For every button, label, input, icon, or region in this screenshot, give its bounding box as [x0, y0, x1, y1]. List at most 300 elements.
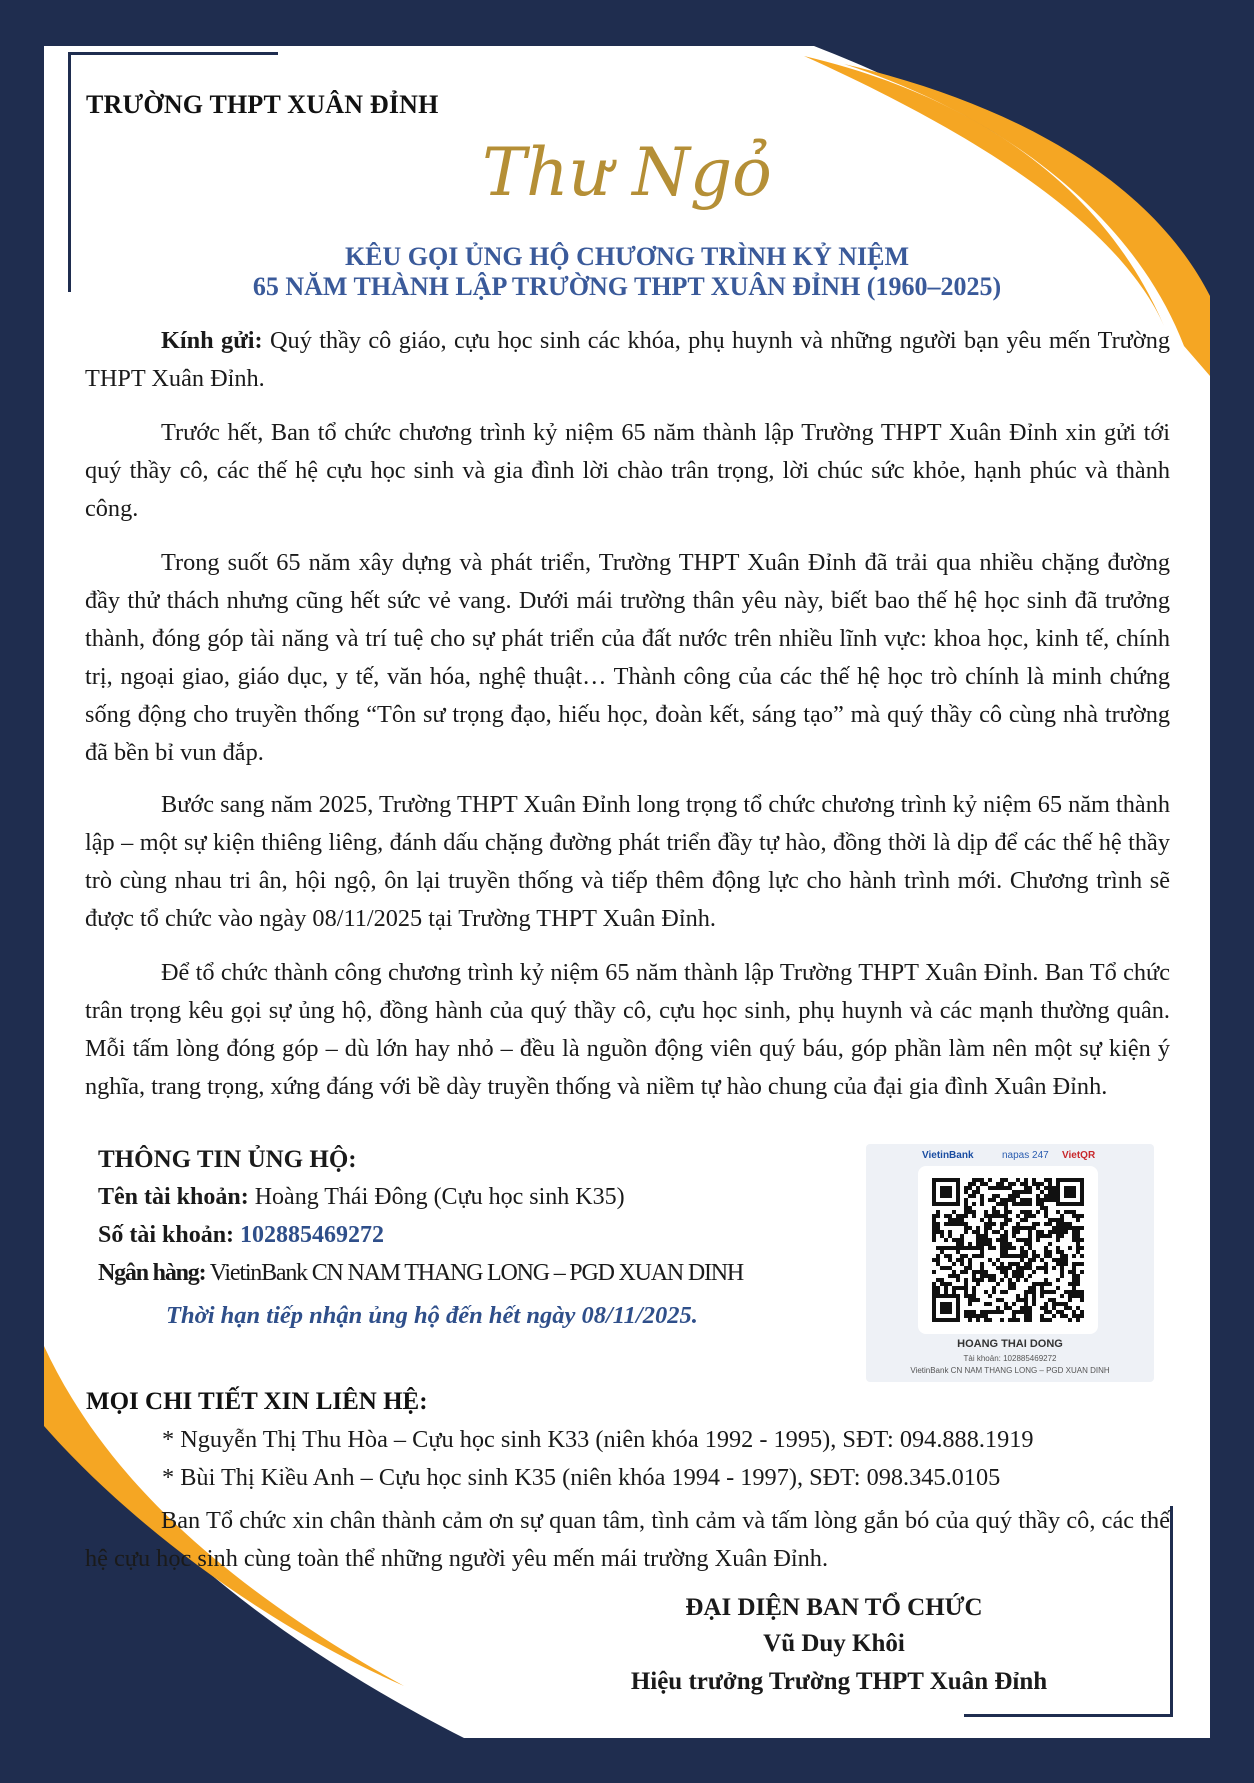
qr-module [1052, 1226, 1056, 1230]
qr-module [1036, 1194, 1040, 1198]
qr-module [1020, 1190, 1024, 1194]
qr-module [1048, 1190, 1052, 1194]
qr-module [1024, 1238, 1028, 1242]
qr-module [1068, 1298, 1072, 1302]
qr-module [1008, 1254, 1012, 1258]
vietinbank-logo: VietinBank [922, 1150, 974, 1161]
qr-module [1000, 1262, 1004, 1266]
qr-module [1048, 1290, 1052, 1294]
qr-module [1060, 1302, 1064, 1306]
qr-module [936, 1214, 940, 1218]
qr-module [952, 1290, 956, 1294]
qr-module [968, 1318, 972, 1322]
qr-module [1004, 1210, 1008, 1214]
qr-module [1004, 1250, 1008, 1254]
qr-module [1072, 1214, 1076, 1218]
qr-module [1044, 1206, 1048, 1210]
qr-module [948, 1218, 952, 1222]
qr-module [980, 1314, 984, 1318]
qr-module [968, 1302, 972, 1306]
qr-module [1032, 1290, 1036, 1294]
qr-module [1016, 1190, 1020, 1194]
qr-module [1056, 1222, 1060, 1226]
qr-module [1024, 1226, 1028, 1230]
qr-module [960, 1242, 964, 1246]
qr-module [1044, 1306, 1048, 1310]
qr-module [1012, 1286, 1016, 1290]
qr-module [980, 1274, 984, 1278]
qr-module [1040, 1182, 1044, 1186]
qr-module [1024, 1250, 1028, 1254]
letter-paper [44, 46, 1210, 1738]
qr-module [1044, 1254, 1048, 1258]
qr-module [1040, 1202, 1044, 1206]
signature-position: Hiệu trưởng Trường THPT Xuân Đỉnh [630, 1668, 1048, 1695]
qr-module [956, 1238, 960, 1242]
qr-module [1000, 1182, 1004, 1186]
qr-module [984, 1214, 988, 1218]
qr-module [1004, 1202, 1008, 1206]
qr-payment-card [866, 1144, 1154, 1382]
qr-module [988, 1222, 992, 1226]
qr-module [1008, 1198, 1012, 1202]
qr-module [952, 1270, 956, 1274]
qr-module [1024, 1198, 1028, 1202]
qr-module [1004, 1242, 1008, 1246]
paragraph-4 [85, 954, 1170, 1106]
qr-module [1080, 1298, 1084, 1302]
qr-module [1016, 1298, 1020, 1302]
qr-module [1024, 1294, 1028, 1298]
qr-module [1020, 1182, 1024, 1186]
qr-module [1056, 1218, 1060, 1222]
qr-module [968, 1266, 972, 1270]
qr-module [1008, 1318, 1012, 1322]
qr-module [1024, 1210, 1028, 1214]
qr-module [1060, 1222, 1064, 1226]
qr-module [1036, 1202, 1040, 1206]
qr-module [996, 1266, 1000, 1270]
qr-module [1004, 1302, 1008, 1306]
qr-module [964, 1186, 968, 1190]
qr-module [1032, 1282, 1036, 1286]
qr-module [1048, 1282, 1052, 1286]
qr-module [1068, 1294, 1072, 1298]
vietqr-logo: VietQR [1062, 1150, 1096, 1161]
qr-module [984, 1182, 988, 1186]
qr-module [948, 1222, 952, 1226]
qr-module [936, 1278, 940, 1282]
account-number-value: 102885469272 [234, 1222, 385, 1248]
qr-module [980, 1198, 984, 1202]
qr-module [1080, 1290, 1084, 1294]
qr-module [972, 1294, 976, 1298]
qr-module [932, 1258, 936, 1262]
qr-module [1012, 1202, 1016, 1206]
qr-module [976, 1298, 980, 1302]
qr-module [1044, 1214, 1048, 1218]
qr-module [1048, 1254, 1052, 1258]
qr-module [1072, 1210, 1076, 1214]
qr-module [984, 1230, 988, 1234]
qr-module [1004, 1230, 1008, 1234]
qr-module [1048, 1218, 1052, 1222]
qr-module [948, 1282, 952, 1286]
qr-module [1036, 1254, 1040, 1258]
paragraph-2 [85, 544, 1170, 772]
qr-module [1020, 1246, 1024, 1250]
qr-module [972, 1290, 976, 1294]
qr-module [992, 1286, 996, 1290]
qr-module [944, 1246, 948, 1250]
qr-module [1076, 1262, 1080, 1266]
qr-module [1028, 1226, 1032, 1230]
qr-module [1004, 1266, 1008, 1270]
school-name: TRƯỜNG THPT XUÂN ĐỈNH [86, 90, 439, 119]
qr-module [1016, 1274, 1020, 1278]
qr-module [1076, 1314, 1080, 1318]
qr-module [1024, 1254, 1028, 1258]
qr-module [1076, 1318, 1080, 1322]
qr-module [1028, 1290, 1032, 1294]
qr-module [1004, 1238, 1008, 1242]
qr-module [1032, 1302, 1036, 1306]
qr-module [1068, 1226, 1072, 1230]
qr-module [992, 1278, 996, 1282]
qr-module [988, 1318, 992, 1322]
qr-module [1000, 1186, 1004, 1190]
qr-module [996, 1194, 1000, 1198]
qr-module [1016, 1226, 1020, 1230]
qr-module [1064, 1314, 1068, 1318]
qr-module [1060, 1310, 1064, 1314]
qr-module [956, 1278, 960, 1282]
qr-module [948, 1246, 952, 1250]
qr-module [1060, 1262, 1064, 1266]
qr-module [1048, 1310, 1052, 1314]
qr-module [1016, 1202, 1020, 1206]
qr-module [976, 1186, 980, 1190]
qr-module [956, 1218, 960, 1222]
qr-module [988, 1198, 992, 1202]
qr-module [932, 1238, 936, 1242]
qr-module [944, 1266, 948, 1270]
qr-module [1012, 1318, 1016, 1322]
qr-module [1052, 1186, 1056, 1190]
qr-module [988, 1278, 992, 1282]
qr-module [1028, 1318, 1032, 1322]
qr-module [1048, 1182, 1052, 1186]
account-name-value: Hoàng Thái Đông (Cựu học sinh K35) [248, 1184, 625, 1210]
qr-module [996, 1202, 1000, 1206]
qr-module [956, 1250, 960, 1254]
qr-module [968, 1242, 972, 1246]
qr-module [1020, 1306, 1024, 1310]
qr-module [1052, 1266, 1056, 1270]
qr-module [1000, 1250, 1004, 1254]
qr-module [1080, 1254, 1084, 1258]
qr-module [1016, 1238, 1020, 1242]
qr-module [1012, 1270, 1016, 1274]
signature-name: Vũ Duy Khôi [763, 1630, 905, 1657]
qr-module [1044, 1262, 1048, 1266]
qr-module [1012, 1310, 1016, 1314]
qr-module [1008, 1306, 1012, 1310]
qr-module [972, 1246, 976, 1250]
qr-module [988, 1310, 992, 1314]
qr-module [964, 1222, 968, 1226]
qr-module [1016, 1262, 1020, 1266]
qr-module [944, 1290, 948, 1294]
qr-module [984, 1290, 988, 1294]
qr-module [1036, 1238, 1040, 1242]
qr-module [1024, 1182, 1028, 1186]
qr-module [1040, 1258, 1044, 1262]
qr-module [948, 1230, 952, 1234]
qr-module [996, 1310, 1000, 1314]
qr-module [968, 1210, 972, 1214]
qr-module [1064, 1258, 1068, 1262]
qr-module [988, 1242, 992, 1246]
qr-module [1024, 1202, 1028, 1206]
qr-module [948, 1214, 952, 1218]
qr-module [1020, 1270, 1024, 1274]
qr-module [952, 1246, 956, 1250]
qr-module [1012, 1302, 1016, 1306]
qr-module [1044, 1266, 1048, 1270]
qr-account-owner: HOANG THAI DONG [957, 1338, 1063, 1350]
bank-value: VietinBank CN NAM THANG LONG – PGD XUAN DINH [205, 1260, 744, 1286]
qr-module [968, 1310, 972, 1314]
qr-module [1072, 1286, 1076, 1290]
qr-module [1012, 1234, 1016, 1238]
qr-module [1080, 1270, 1084, 1274]
qr-module [972, 1230, 976, 1234]
qr-module [964, 1294, 968, 1298]
qr-module [1052, 1198, 1056, 1202]
qr-module [1016, 1294, 1020, 1298]
paragraph-1 [85, 414, 1170, 528]
qr-module [1000, 1270, 1004, 1274]
qr-module [1024, 1266, 1028, 1270]
qr-module [1044, 1178, 1048, 1182]
qr-module [968, 1294, 972, 1298]
qr-module [1056, 1286, 1060, 1290]
qr-module [1052, 1298, 1056, 1302]
qr-module [1028, 1214, 1032, 1218]
qr-module [968, 1258, 972, 1262]
qr-module [996, 1238, 1000, 1242]
qr-module [1012, 1314, 1016, 1318]
qr-module [980, 1266, 984, 1270]
qr-module [940, 1278, 944, 1282]
qr-module [1040, 1306, 1044, 1310]
qr-module [1032, 1226, 1036, 1230]
qr-module [992, 1310, 996, 1314]
qr-module [1040, 1318, 1044, 1322]
qr-module [1040, 1234, 1044, 1238]
qr-module [1068, 1282, 1072, 1286]
qr-module [980, 1278, 984, 1282]
qr-module [996, 1298, 1000, 1302]
qr-module [1032, 1258, 1036, 1262]
qr-module [976, 1234, 980, 1238]
qr-module [1072, 1282, 1076, 1286]
qr-module [1072, 1254, 1076, 1258]
qr-module [1044, 1278, 1048, 1282]
qr-module [1020, 1266, 1024, 1270]
qr-module [944, 1214, 948, 1218]
qr-module [1076, 1214, 1080, 1218]
qr-module [1044, 1186, 1048, 1190]
qr-module [980, 1246, 984, 1250]
qr-module [1004, 1270, 1008, 1274]
qr-module [988, 1218, 992, 1222]
subtitle-line-2: 65 NĂM THÀNH LẬP TRƯỜNG THPT XUÂN ĐỈNH (1960–2025) [252, 272, 1002, 301]
qr-module [1048, 1194, 1052, 1198]
qr-module [944, 1282, 948, 1286]
qr-module [1024, 1218, 1028, 1222]
qr-module [1040, 1230, 1044, 1234]
qr-module [980, 1202, 984, 1206]
qr-module [952, 1222, 956, 1226]
qr-module [1016, 1194, 1020, 1198]
qr-module [1060, 1266, 1064, 1270]
qr-module [980, 1238, 984, 1242]
qr-module [980, 1194, 984, 1198]
qr-module [1044, 1318, 1048, 1322]
qr-module [964, 1198, 968, 1202]
qr-module [1068, 1306, 1072, 1310]
qr-module [964, 1190, 968, 1194]
qr-module [1020, 1274, 1024, 1278]
qr-module [992, 1246, 996, 1250]
qr-module [964, 1210, 968, 1214]
qr-module [976, 1254, 980, 1258]
qr-module [1036, 1222, 1040, 1226]
qr-module [960, 1258, 964, 1262]
qr-module [1036, 1210, 1040, 1214]
qr-module [988, 1294, 992, 1298]
qr-module [1036, 1182, 1040, 1186]
qr-module [992, 1290, 996, 1294]
qr-module [972, 1182, 976, 1186]
qr-module [1012, 1226, 1016, 1230]
qr-module [1008, 1246, 1012, 1250]
qr-module [940, 1246, 944, 1250]
qr-module [968, 1194, 972, 1198]
qr-module [1012, 1190, 1016, 1194]
qr-module [1028, 1266, 1032, 1270]
qr-module [1028, 1306, 1032, 1310]
qr-module [1052, 1230, 1056, 1234]
qr-module [1016, 1310, 1020, 1314]
qr-module [1032, 1178, 1036, 1182]
qr-module [1044, 1250, 1048, 1254]
qr-module [1028, 1234, 1032, 1238]
qr-module [1000, 1226, 1004, 1230]
qr-module [956, 1274, 960, 1278]
qr-module [1048, 1198, 1052, 1202]
qr-module [1056, 1238, 1060, 1242]
qr-module [1044, 1198, 1048, 1202]
qr-module [1060, 1270, 1064, 1274]
qr-module [1072, 1278, 1076, 1282]
qr-module [1020, 1218, 1024, 1222]
qr-module [972, 1194, 976, 1198]
qr-module [964, 1278, 968, 1282]
qr-module [1072, 1234, 1076, 1238]
qr-module [968, 1246, 972, 1250]
qr-module [1072, 1270, 1076, 1274]
qr-module [1076, 1238, 1080, 1242]
qr-module [1000, 1242, 1004, 1246]
qr-module [1028, 1274, 1032, 1278]
qr-module [1072, 1294, 1076, 1298]
qr-module [1072, 1238, 1076, 1242]
qr-module [1044, 1210, 1048, 1214]
paragraph-1-text: Trước hết, Ban tổ chức chương trình kỷ niệm 65 năm thành lập Trường THPT Xuân Đỉnh xin gửi tới quý thầy cô, các thế hệ cựu học sinh và gia đình lời chào trân trọng, lời chúc sức khỏe, hạnh phúc và thành công. [85, 419, 1170, 522]
qr-module [1072, 1226, 1076, 1230]
qr-module [996, 1214, 1000, 1218]
qr-module [1036, 1266, 1040, 1270]
qr-module [1068, 1290, 1072, 1294]
qr-module [972, 1310, 976, 1314]
qr-module [988, 1226, 992, 1230]
qr-module [1056, 1226, 1060, 1230]
qr-module [964, 1310, 968, 1314]
qr-module [960, 1246, 964, 1250]
qr-module [1028, 1198, 1032, 1202]
greeting-paragraph [85, 322, 1170, 398]
qr-module [992, 1186, 996, 1190]
qr-module [1016, 1214, 1020, 1218]
qr-module [1064, 1290, 1068, 1294]
qr-module [984, 1210, 988, 1214]
thanks-text: Ban Tổ chức xin chân thành cảm ơn sự quan tâm, tình cảm và tấm lòng gắn bó của quý thầy cô, các thế hệ cựu học sinh cùng toàn thể những người yêu mến mái trường Xuân Đỉnh. [85, 1507, 1170, 1572]
qr-module [1032, 1254, 1036, 1258]
qr-module [1076, 1278, 1080, 1282]
qr-module [992, 1262, 996, 1266]
qr-module [1000, 1234, 1004, 1238]
qr-module [1028, 1246, 1032, 1250]
qr-module [952, 1286, 956, 1290]
qr-module [972, 1214, 976, 1218]
qr-module [988, 1238, 992, 1242]
qr-module [1000, 1278, 1004, 1282]
qr-module [1060, 1314, 1064, 1318]
qr-module [960, 1262, 964, 1266]
qr-module [1056, 1258, 1060, 1262]
qr-module [980, 1270, 984, 1274]
qr-module [1076, 1246, 1080, 1250]
qr-module [1012, 1230, 1016, 1234]
qr-module [992, 1230, 996, 1234]
qr-module [1012, 1254, 1016, 1258]
qr-module [956, 1222, 960, 1226]
qr-module [1056, 1210, 1060, 1214]
qr-module [1024, 1178, 1028, 1182]
qr-module [932, 1270, 936, 1274]
qr-module [1028, 1242, 1032, 1246]
qr-module [1076, 1282, 1080, 1286]
qr-module [1004, 1254, 1008, 1258]
top-left-horizontal-line [68, 52, 278, 55]
qr-module [1028, 1202, 1032, 1206]
letter-title: Thư Ngỏ [482, 134, 772, 211]
qr-module [1016, 1318, 1020, 1322]
qr-module [936, 1262, 940, 1266]
